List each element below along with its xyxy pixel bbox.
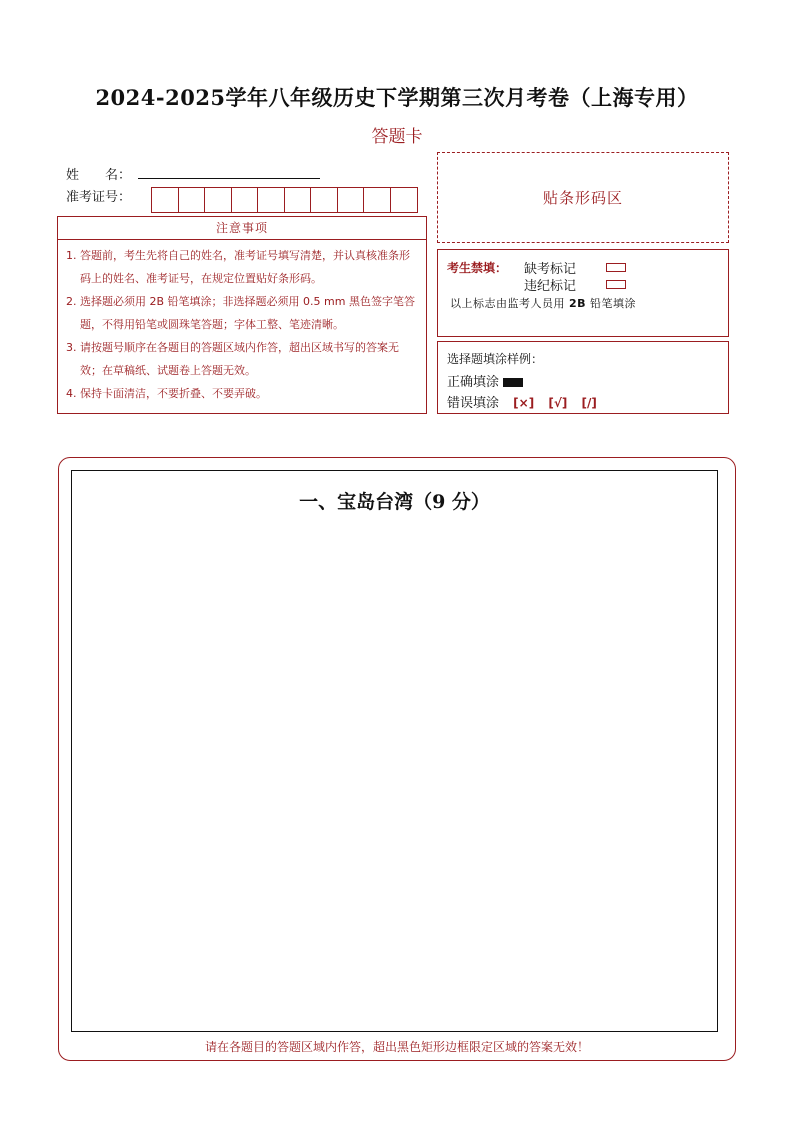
- exam-id-cell[interactable]: [391, 188, 418, 212]
- notice-item-text: 请按题号顺序在各题目的答题区域内作答，超出区域书写的答案无效；在草稿纸、试题卷上答题无效。: [80, 341, 399, 377]
- wrong-mark-cross-icon: [×]: [513, 396, 535, 410]
- correct-fill-label: 正确填涂: [447, 375, 500, 390]
- barcode-area: [437, 152, 729, 243]
- notice-item-number: 3.: [66, 341, 77, 354]
- violation-mark-label: 违纪标记: [524, 279, 577, 294]
- notice-title: 注意事项: [58, 217, 426, 240]
- notice-item: [66, 244, 420, 290]
- staff-only-box: [437, 249, 729, 337]
- notice-item: [66, 290, 420, 336]
- barcode-label: 贴条形码区: [542, 189, 623, 207]
- exam-id-cell[interactable]: [364, 188, 391, 212]
- exam-id-cell[interactable]: [232, 188, 259, 212]
- answer-sheet-subtitle: 答题卡: [371, 127, 423, 147]
- fill-sample-box: [437, 341, 729, 414]
- exam-id-cell[interactable]: [311, 188, 338, 212]
- staff-only-note: 以上标志由监考人员用 2B 铅笔填涂: [450, 297, 637, 310]
- notice-list: [58, 240, 426, 405]
- absent-mark-box[interactable]: [606, 263, 626, 272]
- answer-area-warning: 请在各题目的答题区域内作答，超出黑色矩形边框限定区域的答案无效！: [204, 1040, 589, 1054]
- exam-id-label: 准考证号：: [66, 190, 132, 205]
- notice-item-number: 1.: [66, 249, 77, 262]
- wrong-mark-check-icon: [√]: [548, 396, 568, 410]
- page-title: 2024-2025学年八年级历史下学期第三次月考卷（上海专用）: [95, 85, 699, 110]
- notice-item-number: 2.: [66, 295, 77, 308]
- notice-item: [66, 382, 420, 405]
- filled-mark-icon: [503, 378, 523, 387]
- wrong-mark-slash-icon: [/]: [581, 396, 597, 410]
- notice-item-text: 保持卡面清洁，不要折叠、不要弄破。: [80, 387, 267, 400]
- staff-only-label: 考生禁填：: [447, 261, 508, 275]
- name-label: 姓 名：: [66, 168, 132, 183]
- exam-id-cell[interactable]: [285, 188, 312, 212]
- exam-id-grid[interactable]: [151, 187, 418, 213]
- notice-item-number: 4.: [66, 387, 77, 400]
- section-title: 一、宝岛台湾（9 分）: [299, 491, 490, 513]
- violation-mark-box[interactable]: [606, 280, 626, 289]
- exam-id-cell[interactable]: [205, 188, 232, 212]
- absent-mark-label: 缺考标记: [524, 262, 577, 277]
- notice-box: [57, 216, 427, 414]
- name-input-line[interactable]: [138, 178, 320, 179]
- wrong-fill-row: [447, 392, 597, 411]
- wrong-fill-label: 错误填涂: [447, 396, 500, 411]
- answer-area[interactable]: [71, 470, 718, 1032]
- correct-fill-row: [447, 371, 523, 390]
- notice-item: [66, 336, 420, 382]
- exam-id-cell[interactable]: [338, 188, 365, 212]
- notice-item-text: 答题前，考生先将自己的姓名，准考证号填写清楚，并认真核准条形码上的姓名、准考证号，在规定位置贴好条形码。: [80, 249, 410, 285]
- fill-sample-title: 选择题填涂样例：: [447, 352, 544, 366]
- notice-item-text: 选择题必须用 2B 铅笔填涂；非选择题必须用 0.5 mm 黑色签字笔答题，不得用铅笔或圆珠笔答题；字体工整、笔迹清晰。: [80, 295, 415, 331]
- exam-id-cell[interactable]: [258, 188, 285, 212]
- exam-id-cell[interactable]: [152, 188, 179, 212]
- exam-id-cell[interactable]: [179, 188, 206, 212]
